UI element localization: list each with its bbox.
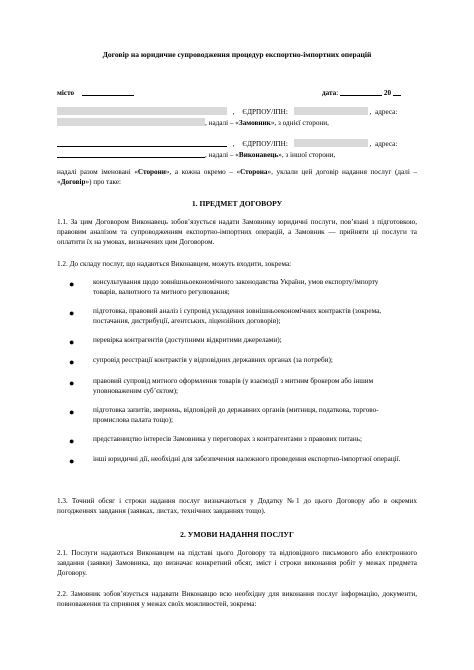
executor-line-1: , ЄДРПОУ/ІПН: , адреса:: [57, 139, 417, 150]
executor-address-field[interactable]: [57, 150, 205, 158]
intro-text-4: ») про таке:: [85, 177, 122, 186]
executor-edrpou-field[interactable]: [294, 139, 368, 147]
intro-text-1: надалі разом іменовані «: [57, 168, 138, 176]
section-1-heading: 1. ПРЕДМЕТ ДОГОВОРУ: [191, 199, 283, 208]
bullet-icon: ●: [69, 436, 75, 446]
customer-suffix: », з однієї сторони,: [270, 119, 329, 127]
customer-address-field[interactable]: [57, 118, 205, 126]
bullet-icon: ●: [69, 337, 75, 347]
customer-edrpou-field[interactable]: [294, 107, 368, 115]
bullet-item: підготовка запитів, звернень, відповідей до державних органів (митниця, податкова, торгово-промислова палата тощо);: [93, 406, 379, 424]
executor-address-label: адреса:: [375, 140, 398, 148]
intro-contract: Договір: [60, 177, 86, 186]
bullet-item: консультування щодо зовнішньоекономічного законодавства України, умов експорту/імпорту товарів, валютного та митного регулювання;: [93, 278, 379, 296]
bullet-item: правовий супровід митного оформлення товарів (у взаємодії з митним брокером або іншим уповноваженим суб’єктом);: [93, 377, 374, 395]
bullet-item: супровід реєстрації контрактів у відповідних державних органах (за потреби);: [93, 356, 333, 364]
customer-line-2: [57, 118, 417, 129]
date-field[interactable]: [340, 88, 382, 96]
bullet-icon: ●: [69, 357, 75, 367]
intro-sides: Сторони: [137, 168, 166, 176]
bullet-icon: ●: [69, 456, 75, 466]
bullet-item: перевірка контрагентів (доступними відкритими джерелами);: [93, 336, 282, 344]
intro-paragraph: [57, 168, 417, 188]
city-field[interactable]: [82, 88, 134, 96]
section-2-heading: 2. УМОВИ НАДАННЯ ПОСЛУГ: [180, 530, 294, 539]
customer-prefix: , надалі – «: [205, 119, 239, 127]
customer-address-label: адреса:: [375, 108, 398, 116]
clause-2-2: 2.2. Замовник зобов’язується надавати Виконавцю всю необхідну для виконання послуг інформацію, документи, повноваження та сприяння у межах своїх можливостей, зокрема:: [57, 590, 417, 608]
executor-name-field[interactable]: [57, 139, 227, 147]
clause-1-1: 1.1. За цим Договором Виконавець зобов’язується надати Замовнику юридичні послуги, пов’язані з підготовкою, правовим аналізом та супроводженням експортно-імпортних операцій, а Замовник — прийняти ці послуги та оплатити їх на умовах, визначених цим Договором.: [57, 218, 417, 246]
clause-1-3: 1.3. Точний обсяг і строки надання послуг визначаються у Додатку №1 до цього Договору або в окремих погодженнях завдання (заявках, листах, технічних завданнях тощо).: [57, 497, 417, 515]
intro-side: Сторона: [240, 168, 268, 176]
executor-prefix: , надалі – «: [205, 151, 239, 159]
executor-suffix: », з іншої сторони,: [278, 151, 336, 159]
intro-text-3: », уклали цей договір надання послуг (далі – «: [57, 168, 418, 186]
document-title: Договір на юридичне супроводження процедур експортно-імпортних операцій: [102, 50, 372, 59]
executor-role: Виконавець: [238, 151, 279, 159]
date-group: дата: 20: [322, 88, 401, 99]
bullet-icon: ●: [69, 407, 75, 417]
date-year-prefix: 20: [383, 89, 392, 97]
bullet-icon: ●: [69, 279, 75, 289]
city-label: місто: [57, 89, 75, 97]
customer-role: Замовник: [238, 119, 271, 127]
customer-edrpou-label: ЄДРПОУ/ІПН:: [242, 108, 288, 116]
date-year-field[interactable]: [393, 88, 401, 96]
executor-edrpou-label: ЄДРПОУ/ІПН:: [242, 140, 288, 148]
bullet-item: підготовка, правовий аналіз і супровід укладення зовнішньоекономічних контрактів (зокрема, постачання, дистрибуції, агентських, ліцензійних договорів);: [93, 307, 382, 325]
intro-text-2: », а кожна окремо – «: [165, 168, 241, 176]
clause-1-2: 1.2. До складу послуг, що надаються Виконавцем, можуть входити, зокрема:: [57, 260, 292, 268]
executor-line-2: [57, 150, 417, 161]
bullet-item: інші юридичні дії, необхідні для забезпечення належного проведення експортно-імпортної операції.: [93, 455, 401, 463]
bullet-icon: ●: [69, 308, 75, 318]
customer-name-field[interactable]: [57, 107, 227, 115]
bullet-item: представництво інтересів Замовника у переговорах з контрагентами з правових питань;: [93, 435, 362, 443]
bullet-icon: ●: [69, 378, 75, 388]
date-label: дата: [322, 89, 337, 97]
city-date-row: [57, 88, 417, 99]
clause-2-1: 2.1. Послуги надаються Виконавцем на підставі цього Договору та відповідного письмового або електронного завдання (заявки) Замовника, що визначає конкретний обсяг, зміст і строки виконання робіт у межах предмета Договору.: [57, 549, 417, 577]
customer-line-1: , ЄДРПОУ/ІПН: , адреса:: [57, 107, 417, 118]
